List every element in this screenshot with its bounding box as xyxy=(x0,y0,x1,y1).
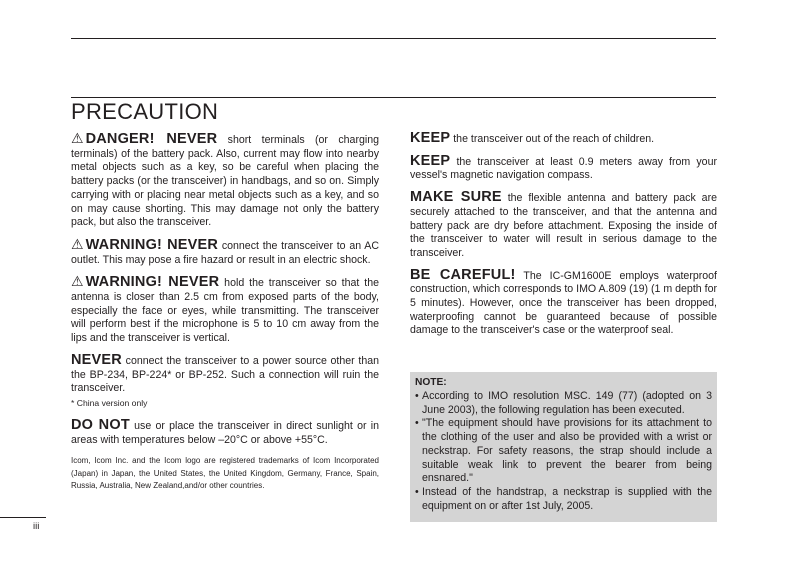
keep-keyword: KEEP xyxy=(410,152,451,169)
becareful-keyword: BE CAREFUL! xyxy=(410,266,516,283)
keep-compass-paragraph xyxy=(410,152,717,183)
note-list xyxy=(415,390,712,513)
note-box xyxy=(410,372,717,522)
note-item: • Instead of the handstrap, a neckstrap is supplied with the equipment on or after 1st July, 2005. xyxy=(415,486,712,513)
page-number-rule xyxy=(0,517,46,518)
warning-ac-paragraph xyxy=(71,235,379,267)
top-rule xyxy=(71,38,716,39)
warning-ac-keyword: WARNING! NEVER xyxy=(85,236,219,253)
warning-triangle-icon: ⚠ xyxy=(71,130,84,146)
title-rule xyxy=(71,97,716,98)
note-item: • According to IMO resolution MSC. 149 (77) (adopted on 3 June 2003), the following regulation has been executed. xyxy=(415,390,712,417)
warning-triangle-icon: ⚠ xyxy=(71,235,84,252)
makesure-keyword: MAKE SURE xyxy=(410,189,502,206)
warning-antenna-text: hold the transceiver so that the antenna is closer than 2.5 cm from exposed parts of the body, especially the face or eyes, while transmitting. The transceiver will perform best if the microphone is 5 to 10 cm away from the lips and the transceiver is vertical. xyxy=(71,277,379,345)
note-heading: NOTE: xyxy=(415,377,447,388)
becareful-text: The IC-GM1600E employs waterproof construction, which corresponds to IMO A.809 (19) (1 m depth for 5 minutes). However, once the transceiver has been dropped, waterproofing cannot be guaranteed because of possible damage to the transceiver's case or the waterproof seal. xyxy=(410,269,717,337)
never-paragraph xyxy=(71,351,379,396)
becareful-paragraph xyxy=(410,266,717,339)
page-title: PRECAUTION xyxy=(71,99,219,124)
donot-keyword: DO NOT xyxy=(71,416,130,433)
warning-antenna-paragraph xyxy=(71,275,379,346)
note-item: • "The equipment should have provisions for its attachment to the clothing of the user and also be provided with a wrist or neckstrap. For safety reasons, the strap should include a suitable weak link to prevent the bearer from being ensnared." xyxy=(415,417,712,486)
warning-ac-text: connect the transceiver to an AC outlet. This may pose a fire hazard or result in an electric shock. xyxy=(71,239,379,266)
never-keyword: NEVER xyxy=(71,351,122,368)
makesure-paragraph xyxy=(410,191,717,261)
page-number: iii xyxy=(33,521,40,532)
keep-children-text: the transceiver out of the reach of children. xyxy=(450,133,655,145)
keep-keyword: KEEP xyxy=(410,130,451,146)
warning-triangle-icon: ⚠ xyxy=(71,273,84,290)
trademark-notice: Icom, Icom Inc. and the Icom logo are registered trademarks of Icom Incorporated (Japan) in Japan, the United States, the United Kingdom, Germany, France, Spain, Russia, Australia, New Zealand,and/or other countries. xyxy=(71,456,379,491)
right-column xyxy=(410,132,717,346)
footnote: * China version only xyxy=(71,397,148,408)
danger-keyword: DANGER! NEVER xyxy=(85,131,218,147)
keep-children-paragraph xyxy=(410,132,717,147)
danger-text: short terminals (or charging terminals) of the battery pack. Also, current may flow into nearby metal objects such as a key, so be careful when placing the battery packs (or the transceiver) in handbags, and so on. Simply carrying with or placing near metal objects such as a key, and so on may cause shorting. This may damage not only the battery pack, but also the transceiver. xyxy=(71,134,380,229)
warning-antenna-keyword: WARNING! NEVER xyxy=(85,274,220,291)
donot-text: use or place the transceiver in direct sunlight or in areas with temperatures below –20°C or above +55°C. xyxy=(71,419,379,446)
danger-paragraph xyxy=(71,132,379,230)
makesure-text: the flexible antenna and battery pack are securely attached to the transceiver, and that the antenna and battery pack are dry before attachment. Exposing the inside of the transceiver to water will result in serious damage to the transceiver. xyxy=(410,192,717,259)
left-column xyxy=(71,132,379,493)
never-text: connect the transceiver to a power source other than the BP-234, BP-224* or BP-252. Such a connection will ruin the transceiver. xyxy=(71,354,379,395)
keep-compass-text: the transceiver at least 0.9 meters away from your vessel's magnetic navigation compass. xyxy=(410,155,717,182)
donot-paragraph xyxy=(71,416,379,447)
